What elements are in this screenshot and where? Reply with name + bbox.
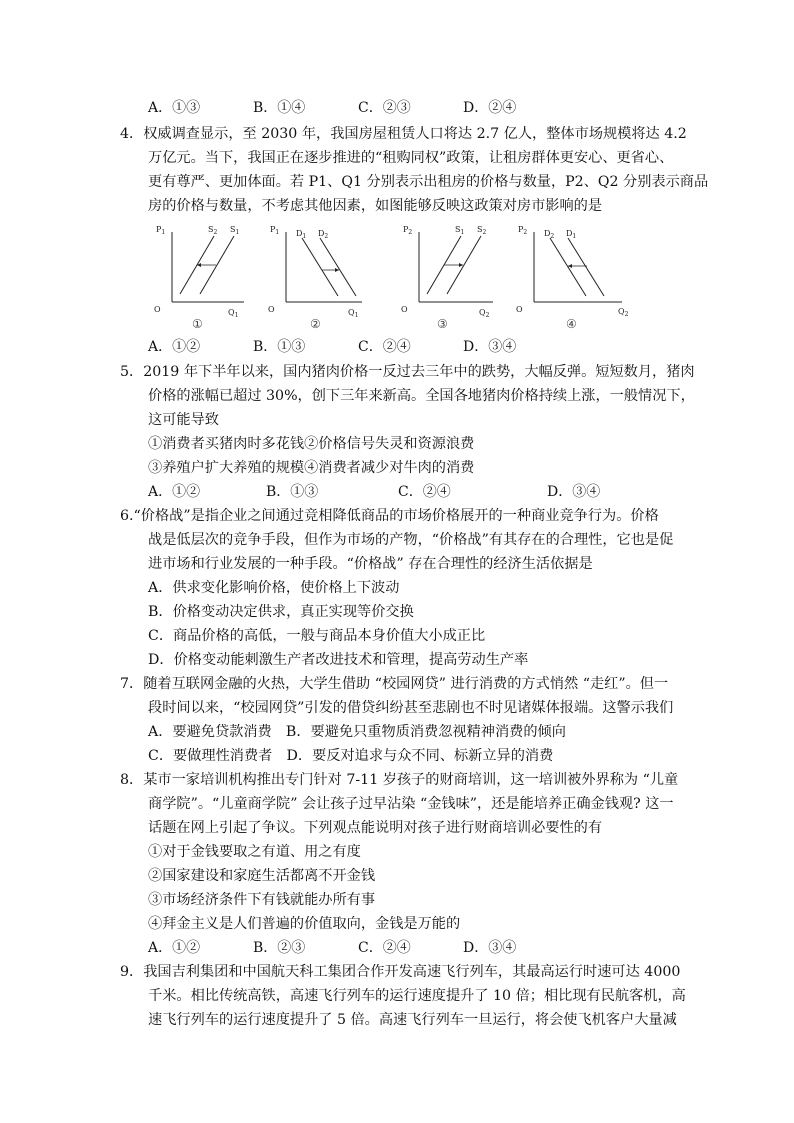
q5-stem-line-3: 这可能导致 xyxy=(148,412,219,428)
curve-label-1: $D_1$ xyxy=(296,229,307,240)
q5-option-b: B．①③ xyxy=(266,484,319,500)
demand-shift-left-graph xyxy=(510,222,630,334)
q7-stem-line-1: 7．随着互联网金融的火热，大学生借助 “校园网贷” 进行消费的方式悄然 “走红”。但一 xyxy=(120,676,669,692)
origin-label: O xyxy=(268,305,275,314)
arrow-head xyxy=(335,268,339,272)
q3-option-a: A．①③ xyxy=(148,100,201,116)
y-axis-label: $P_1$ xyxy=(156,225,166,236)
demand-curve-new xyxy=(320,238,356,296)
q6-option-a: A．供求变化影响价格，使价格上下波动 xyxy=(148,580,400,596)
q4-option-b: B．①③ xyxy=(253,339,306,355)
demand-shift-right-graph xyxy=(262,222,362,334)
x-axis-label: $Q_2$ xyxy=(618,307,629,318)
q3-option-d: D．②④ xyxy=(463,100,517,116)
q4-option-c: C．②④ xyxy=(358,339,411,355)
curve-label-1: $S_2$ xyxy=(208,225,218,236)
q8-stem-line-3: 话题在网上引起了争议。下列观点能说明对孩子进行财商培训必要性的有 xyxy=(148,820,603,836)
q6-option-c: C．商品价格的高低，一般与商品本身价值大小成正比 xyxy=(148,628,486,644)
q8-stem-line-2: 商学院”。“儿童商学院” 会让孩子过早沾染 “金钱味”，还是能培养正确金钱观? 这一 xyxy=(148,796,674,812)
demand-curve-old xyxy=(568,238,604,296)
q5-option-d: D．③④ xyxy=(547,484,601,500)
q4-stem-line-4: 房的价格与数量，不考虑其他因素，如图能够反映这政策对房市影响的是 xyxy=(148,198,603,214)
graph-number: ④ xyxy=(566,317,577,331)
curve-label-2: $S_1$ xyxy=(230,225,240,236)
q8-option-a: A．①② xyxy=(148,940,201,956)
q8-stem-line-1: 8．某市一家培训机构推出专门针对 7-11 岁孩子的财商培训，这一培训被外界称为 “儿童 xyxy=(120,772,679,788)
q8-option-d: D．③④ xyxy=(463,940,517,956)
q9-stem-line-2: 千米。相比传统高铁，高速飞行列车的运行速度提升了 10 倍；相比现有民航客机，高 xyxy=(148,988,686,1004)
q5-option-c: C．②④ xyxy=(398,484,451,500)
y-axis-label: $P_2$ xyxy=(403,225,413,236)
curve-label-1: $S_1$ xyxy=(455,225,465,236)
q4-graph-1 xyxy=(148,222,248,334)
q5-choice-line-2: ③养殖户扩大养殖的规模④消费者减少对牛肉的消费 xyxy=(148,460,475,476)
q4-option-a: A．①② xyxy=(148,339,201,355)
q5-choice-line-1: ①消费者买猪肉时多花钱②价格信号失灵和资源浪费 xyxy=(148,436,475,452)
q8-choice-3: ③市场经济条件下有钱就能办所有事 xyxy=(148,892,376,908)
q5-stem-line-1: 5．2019 年下半年以来，国内猪肉价格一反过去三年中的跌势，大幅反弹。短短数月，猪肉 xyxy=(120,364,695,380)
q8-option-c: C．②④ xyxy=(358,940,411,956)
y-axis-label: $P_2$ xyxy=(518,225,528,236)
origin-label: O xyxy=(154,305,161,314)
supply-shift-left-graph xyxy=(148,222,248,334)
q4-graph-4 xyxy=(510,222,629,334)
curve-label-2: $D_1$ xyxy=(566,229,577,240)
curve-label-2: $D_2$ xyxy=(318,229,329,240)
demand-curve-old xyxy=(302,238,338,296)
q5-stem-line-2: 价格的涨幅已超过 30%，创下三年来新高。全国各地猪肉价格持续上涨，一般情况下， xyxy=(148,388,695,404)
demand-curve-new xyxy=(550,238,586,296)
origin-label: O xyxy=(401,305,408,314)
graph-number: ② xyxy=(310,317,321,331)
graph-number: ③ xyxy=(437,317,448,331)
q9-stem-line-1: 9．我国吉利集团和中国航天科工集团合作开发高速飞行列车，其最高运行时速可达 4000 xyxy=(120,964,681,980)
q7-stem-line-2: 段时间以来，“校园网贷”引发的借贷纠纷甚至悲剧也不时见诸媒体报端。这警示我们 xyxy=(148,700,674,716)
q3-option-b: B．①④ xyxy=(253,100,306,116)
x-axis-label: $Q_1$ xyxy=(228,308,239,319)
q8-choice-4: ④拜金主义是人们普遍的价值取向，金钱是万能的 xyxy=(148,916,461,932)
origin-label: O xyxy=(516,305,523,314)
q3-option-c: C．②③ xyxy=(358,100,411,116)
q8-choice-1: ①对于金钱要取之有道、用之有度 xyxy=(148,844,361,860)
q4-graph-2 xyxy=(262,222,362,334)
y-axis-label: $P_1$ xyxy=(270,225,280,236)
q6-stem-line-1: 6.“价格战”是指企业之间通过竞相降低商品的市场价格展开的一种商业竞争行为。价格 xyxy=(120,508,659,524)
q7-options-ab: A．要避免贷款消费 B．要避免只重物质消费忽视精神消费的倾向 xyxy=(148,724,566,740)
q6-stem-line-2: 战是低层次的竞争手段，但作为市场的产物，“价格战”有其存在的合理性，它也是促 xyxy=(148,532,674,548)
arrow-head xyxy=(459,263,463,267)
q5-option-a: A．①② xyxy=(148,484,201,500)
graph-number: ① xyxy=(192,317,203,331)
supply-shift-right-graph xyxy=(395,222,495,334)
curve-label-1: $D_2$ xyxy=(544,229,555,240)
q4-option-d: D．③④ xyxy=(463,339,517,355)
q8-choice-2: ②国家建设和家庭生活都离不开金钱 xyxy=(148,868,376,884)
q6-option-d: D．价格变动能刺激生产者改进技术和管理，提高劳动生产率 xyxy=(148,652,529,668)
x-axis-label: $Q_2$ xyxy=(479,308,490,319)
curve-label-2: $S_2$ xyxy=(477,225,487,236)
q4-stem-line-3: 更有尊严、更加体面。若 P1、Q1 分别表示出租房的价格与数量，P2、Q2 分别表示商品 xyxy=(148,174,709,190)
q4-stem-line-2: 万亿元。当下，我国正在逐步推进的“租购同权”政策，让租房群体更安心、更省心、 xyxy=(148,150,674,166)
q6-option-b: B．价格变动决定供求，真正实现等价交换 xyxy=(148,604,414,620)
q9-stem-line-3: 速飞行列车的运行速度提升了 5 倍。高速飞行列车一旦运行，将会使飞机客户大量减 xyxy=(148,1012,677,1028)
q7-options-cd: C．要做理性消费者 D．要反对追求与众不同、标新立异的消费 xyxy=(148,748,554,764)
q4-graph-3 xyxy=(395,222,495,334)
x-axis-label: $Q_1$ xyxy=(348,308,359,319)
q6-stem-line-3: 进市场和行业发展的一种手段。“价格战” 存在合理性的经济生活依据是 xyxy=(148,556,593,572)
q8-option-b: B．②③ xyxy=(253,940,306,956)
q4-stem-line-1: 4．权威调查显示，至 2030 年，我国房屋租赁人口将达 2.7 亿人，整体市场规模将达 4.2 xyxy=(120,126,687,142)
